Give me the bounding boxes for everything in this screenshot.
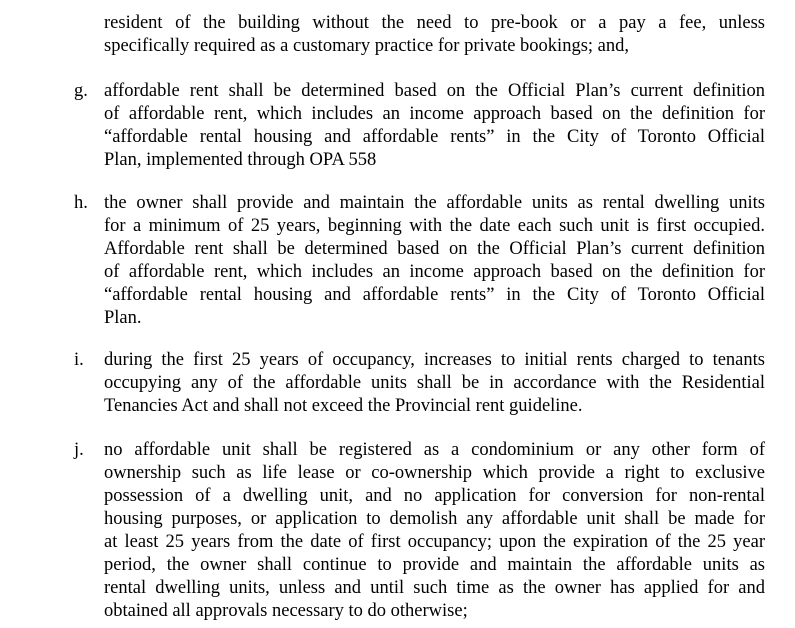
list-marker: g.: [74, 81, 88, 101]
paragraph-line: specifically required as a customary practice for private bookings; and,: [104, 36, 629, 56]
paragraph-line: rental dwelling units, unless and until such time as the owner has applied for and: [104, 578, 765, 598]
paragraph-line: during the first 25 years of occupancy, increases to initial rents charged to tenants: [104, 350, 765, 370]
paragraph-line: no affordable unit shall be registered as a condominium or any other form of: [104, 440, 765, 460]
list-marker: h.: [74, 193, 88, 213]
paragraph-line: period, the owner shall continue to provide and maintain the affordable units as: [104, 555, 765, 575]
paragraph-line: resident of the building without the need to pre-book or a pay a fee, unless: [104, 13, 765, 33]
list-marker: j.: [74, 440, 84, 460]
paragraph-line: of affordable rent, which includes an income approach based on the definition for: [104, 104, 765, 124]
paragraph-line: Affordable rent shall be determined based on the Official Plan’s current definition: [104, 239, 765, 259]
paragraph-line: ownership such as life lease or co-ownership which provide a right to exclusive: [104, 463, 765, 483]
paragraph-line: “affordable rental housing and affordable rents” in the City of Toronto Official: [104, 127, 765, 147]
list-marker: i.: [74, 350, 84, 370]
paragraph-line: occupying any of the affordable units shall be in accordance with the Residential: [104, 373, 765, 393]
paragraph-line: Plan.: [104, 308, 142, 328]
paragraph-line: obtained all approvals necessary to do otherwise;: [104, 601, 468, 621]
paragraph-line: of affordable rent, which includes an income approach based on the definition for: [104, 262, 765, 282]
paragraph-line: Plan, implemented through OPA 558: [104, 150, 377, 170]
paragraph-line: the owner shall provide and maintain the affordable units as rental dwelling units: [104, 193, 765, 213]
paragraph-line: Tenancies Act and shall not exceed the Provincial rent guideline.: [104, 396, 583, 416]
paragraph-line: for a minimum of 25 years, beginning with the date each such unit is first occupied.: [104, 216, 765, 236]
paragraph-line: affordable rent shall be determined based on the Official Plan’s current definition: [104, 81, 765, 101]
paragraph-line: housing purposes, or application to demolish any affordable unit shall be made for: [104, 509, 765, 529]
paragraph-line: possession of a dwelling unit, and no application for conversion for non-rental: [104, 486, 765, 506]
paragraph-line: “affordable rental housing and affordable rents” in the City of Toronto Official: [104, 285, 765, 305]
paragraph-line: at least 25 years from the date of first occupancy; upon the expiration of the 25 year: [104, 532, 765, 552]
